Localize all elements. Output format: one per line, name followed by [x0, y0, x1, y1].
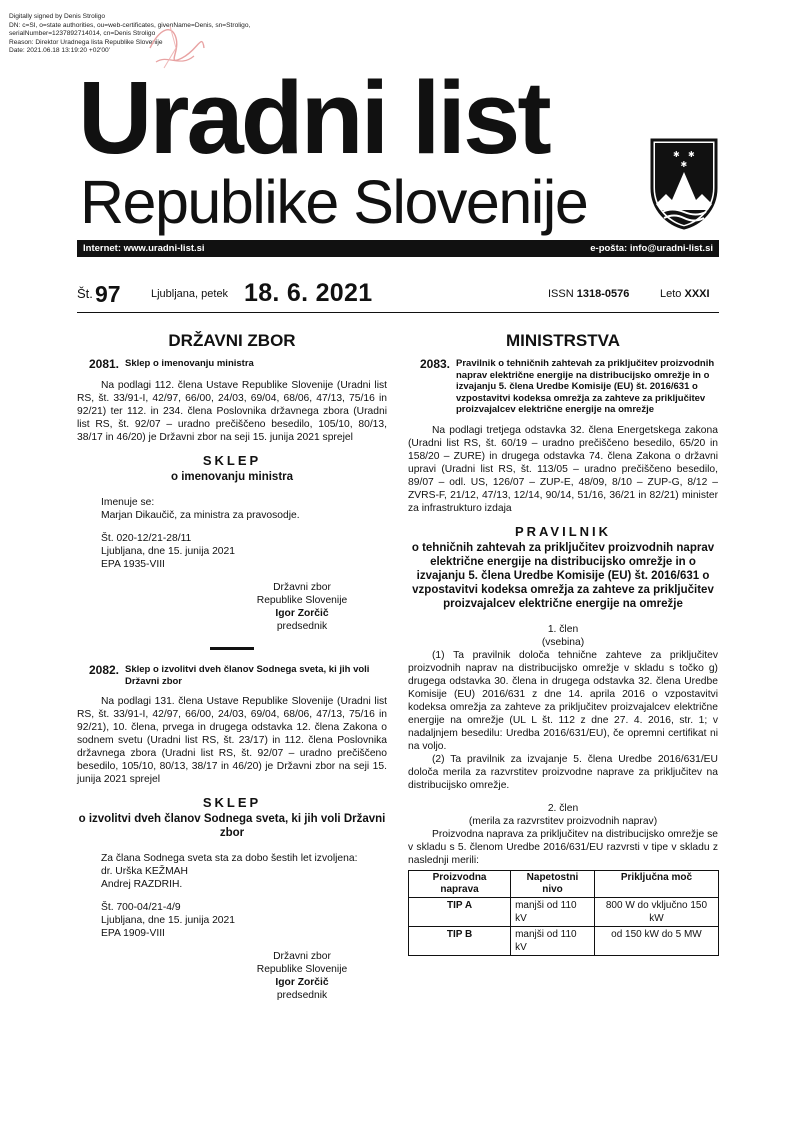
- masthead-subtitle: Republike Slovenije: [80, 168, 588, 236]
- signatory: Državni zbor Republike Slovenije Igor Zorčič predsednik: [256, 582, 348, 632]
- act-heading: [408, 358, 718, 416]
- issue-number-label: Št.: [77, 286, 93, 301]
- table-row: [409, 926, 719, 955]
- act-heading: [77, 358, 387, 371]
- act-caption-subtitle: o imenovanju ministra: [170, 471, 294, 483]
- act-caption-subtitle: o tehničnih zahtevah za priključitev proizvodnih naprav električne energije na distribucijsko omrežje in o izvajanju 5. člena Uredbe Komisije (EU) št. 2016/631 o vzpostavitvi kodeksa omrežja za zahteve za priključitev proizvajalcev električne energije na omrežje: [411, 541, 715, 610]
- svg-text:✱: ✱: [673, 150, 680, 159]
- masthead-band: [77, 240, 719, 257]
- digital-signature: [9, 13, 250, 56]
- separator: [210, 647, 254, 650]
- act-reference: Ljubljana, dne 15. junija 2021: [101, 546, 235, 557]
- act-title: Sklep o imenovanju ministra: [125, 358, 254, 369]
- article-number: 1. člen: [547, 623, 579, 635]
- act-caption: SKLEP: [202, 795, 262, 810]
- act-reference: EPA 1909-VIII: [101, 928, 165, 939]
- coat-of-arms-icon: [650, 138, 718, 230]
- classification-table: [408, 870, 719, 956]
- act-reference: Št. 700-04/21-4/9: [101, 902, 181, 913]
- act-body: Imenuje se: Marjan Dikaučič, za ministra za pravosodje. Št. 020-12/21-28/11 Ljubljana, dne 15. junija 2021 EPA 1935-VIII: [77, 496, 387, 571]
- act-reference: Ljubljana, dne 15. junija 2021: [101, 915, 235, 926]
- table-cell: manjši od 110 kV: [511, 897, 595, 926]
- issn: ISSN 1318-0576: [548, 288, 630, 300]
- article-number: 2. člen: [547, 802, 579, 814]
- left-column: [77, 330, 387, 1002]
- issue-date: 18. 6. 2021: [244, 279, 373, 307]
- act-intro: Na podlagi tretjega odstavka 32. člena Energetskega zakona (Uradni list RS, št. 60/19 – uradno prečiščeno besedilo, 65/20 in 158/20 – ZURE) in drugega odstavka 74. člena Zakona o državni upravi (Uradni list RS, št. 113/05 – uradno prečiščeno besedilo, 89/07 – odl. US, 126/07 – ZUP-E, 48/09, 8/10 – ZUP-G, 8/12 – ZVRS-F, 21/12, 47/13, 12/14, 90/14, 51/16, 36/21 in 82/21) minister za infrastrukturo izdaja: [408, 424, 718, 514]
- signatory: Državni zbor Republike Slovenije Igor Zorčič predsednik: [256, 951, 348, 1001]
- act-number: 2083.: [419, 357, 450, 371]
- email-link[interactable]: e-pošta: info@uradni-list.si: [590, 243, 713, 254]
- act-number: 2081.: [88, 357, 119, 371]
- act-reference: EPA 1935-VIII: [101, 559, 165, 570]
- section-heading: MINISTRSTVA: [506, 331, 620, 350]
- table-cell: TIP B: [409, 926, 511, 955]
- signature-line: Reason: Direktor Uradnega lista Republike Slovenije: [9, 38, 163, 46]
- table-cell: 800 W do vključno 150 kW: [594, 897, 718, 926]
- issue-place: Ljubljana, petek: [151, 288, 229, 300]
- issue-number: 97: [95, 281, 121, 307]
- act-number: 2082.: [88, 663, 119, 677]
- divider: [77, 312, 719, 313]
- act-title: Sklep o izvolitvi dveh članov Sodnega sveta, ki jih voli Državni zbor: [125, 664, 370, 687]
- table-header: Priključna moč: [594, 870, 718, 897]
- act-heading: [77, 664, 387, 687]
- act-reference: Št. 020-12/21-28/11: [101, 533, 192, 544]
- signature-line: DN: c=SI, o=state authorities, ou=web-certificates, givenName=Denis, sn=Stroligo,: [9, 21, 251, 29]
- table-row: [409, 897, 719, 926]
- act-title: Pravilnik o tehničnih zahtevah za priključitev proizvodnih naprav električne energije na distribucijsko omrežje in o izvajanju 5. člena Uredbe Komisije (EU) št. 2016/631 o vzpostavitvi kodeksa omrežja za zahteve za priključitev proizvajalcev električne energije na omrežje: [456, 358, 715, 415]
- issue-line: [77, 279, 719, 310]
- act-body: Za člana Sodnega sveta sta za dobo šestih let izvoljena: dr. Urška KEŽMAH Andrej RAZDRIH. Št. 700-04/21-4/9 Ljubljana, dne 15. junija 2021 EPA 1909-VIII: [77, 852, 387, 940]
- right-column: [408, 330, 718, 956]
- table-cell: od 150 kW do 5 MW: [594, 926, 718, 955]
- article-paragraph: (2) Ta pravilnik za izvajanje 5. člena Uredbe 2016/631/EU določa merila za razvrstitev proizvodne naprave za priključitev na distribucijsko omrežje.: [408, 753, 718, 791]
- article-paragraph: Proizvodna naprava za priključitev na distribucijsko omrežje se v skladu s 5. členom Uredbe 2016/631/EU razvrsti v tipe v skladu z naslednji merili:: [408, 828, 718, 866]
- article-title: (merila za razvrstitev proizvodnih naprav): [468, 815, 658, 827]
- table-header-row: [409, 870, 719, 897]
- signature-line: serialNumber=1237892714014, cn=Denis Stroligo: [9, 30, 156, 38]
- act-intro: Na podlagi 112. člena Ustave Republike Slovenije (Uradni list RS, št. 33/91-I, 42/97, 66/00, 24/03, 69/04, 68/06, 47/13, 75/16 in 92/21) ter 112. in 234. člena Poslovnika državnega zbora (Uradni list RS, št. 92/07 – uradno prečiščeno besedilo, 105/10, 80/13, 38/17 in 46/20) je Državni zbor na seji 15. junija 2021 sprejel: [77, 380, 387, 443]
- act-caption-subtitle: o izvolitvi dveh članov Sodnega sveta, ki jih voli Državni zbor: [78, 813, 386, 839]
- article-title: (vsebina): [541, 636, 585, 648]
- table-header: Proizvodna naprava: [409, 870, 511, 897]
- article-paragraph: (1) Ta pravilnik določa tehnične zahteve za priključitev proizvodnih naprav na distribucijsko omrežje v skladu s točko g) drugega odstavka 30. člena in drugega odstavka 32. člena Uredbe Komisije (EU) 2016/631 z dne 14. aprila 2016 o vzpostavitvi kodeksa omrežja za zahteve za priključitev proizvajalcev električne energije na omrežje (UL L št. 112 z dne 27. 4. 2016, str. 1; v nadaljnjem besedilu: Uredba 2016/631/EU), če opremni certifikat ni na voljo.: [408, 649, 718, 752]
- act-caption: SKLEP: [202, 453, 262, 468]
- act-caption: PRAVILNIK: [514, 523, 612, 539]
- table-cell: TIP A: [409, 897, 511, 926]
- masthead-title: Uradni list: [78, 60, 549, 175]
- svg-text:✱: ✱: [680, 160, 688, 169]
- section-heading: DRŽAVNI ZBOR: [168, 331, 296, 350]
- table-cell: manjši od 110 kV: [511, 926, 595, 955]
- svg-text:✱: ✱: [688, 150, 695, 159]
- signature-line: Date: 2021.06.18 13:19:20 +02'00': [9, 47, 110, 55]
- website-link[interactable]: Internet: www.uradni-list.si: [83, 243, 205, 254]
- act-intro: Na podlagi 131. člena Ustave Republike Slovenije (Uradni list RS, št. 33/91-I, 42/97, 66/00, 24/03, 69/04, 68/06, 47/13, 75/16 in 92/21), 10. člena, prvega in drugega odstavka 12. člena Zakona o sodnem svetu (Uradni list RS, št. 23/17) in 112. člena Poslovnika državnega zbora (Uradni list RS, št. 92/07 – uradno prečiščeno besedilo, 105/10, 80/13, 38/17 in 46/20) je Državni zbor na seji 15. junija 2021 sprejel: [77, 696, 387, 785]
- signature-line: Digitally signed by Denis Stroligo: [9, 13, 106, 20]
- table-header: Napetostni nivo: [511, 870, 595, 897]
- volume: Leto XXXI: [660, 288, 710, 300]
